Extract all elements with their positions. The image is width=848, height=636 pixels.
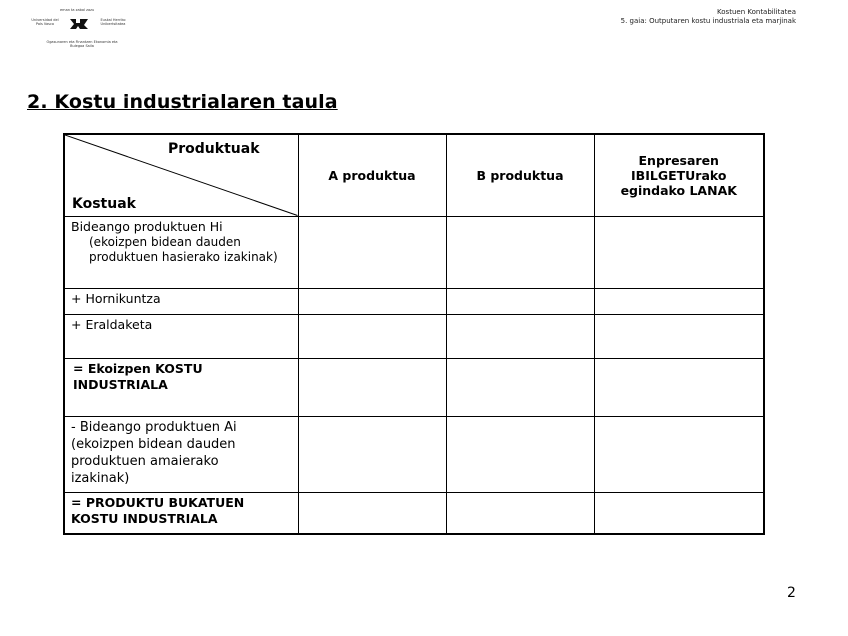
table-cell (594, 288, 764, 314)
table-cell (298, 216, 446, 288)
row-label: Bideango produktuen Hi (71, 218, 223, 234)
university-emblem-icon (68, 17, 90, 31)
row-label: = PRODUKTU BUKATUEN KOSTU INDUSTRIALA (64, 492, 298, 534)
table-cell (594, 358, 764, 416)
column-header-a: A produktua (298, 134, 446, 216)
row-label-cell (64, 216, 298, 288)
table-cell (298, 492, 446, 534)
table-cell (446, 416, 594, 492)
table-cell (594, 216, 764, 288)
page-number: 2 (787, 585, 796, 601)
table-row (64, 492, 764, 534)
table-cell (446, 314, 594, 358)
cost-table (63, 133, 765, 535)
row-label: = Ekoizpen KOSTU INDUSTRIALA (64, 358, 298, 416)
logo-text-right: Euskal Herriko Unibertsitatea (100, 18, 126, 26)
table-header-row (64, 134, 764, 216)
table-cell (298, 416, 446, 492)
table-cell (446, 358, 594, 416)
table-cell (298, 288, 446, 314)
row-sublabel: (ekoizpen bidean dauden produktuen hasierako izakinak) (89, 234, 278, 264)
table-cell (446, 288, 594, 314)
logo-text-left: Universidad del País Vasco (31, 18, 59, 26)
table-row (64, 314, 764, 358)
table-cell (298, 314, 446, 358)
course-name: Kostuen Kontabilitatea (717, 8, 796, 16)
section-title: 2. Kostu industrialaren taula (27, 91, 338, 113)
logo-motto: eman ta zabal zazu (60, 8, 95, 12)
table-row (64, 416, 764, 492)
university-logo (30, 8, 130, 52)
running-header (621, 8, 796, 26)
table-cell (298, 358, 446, 416)
row-label: + Hornikuntza (64, 288, 298, 314)
corner-costs-label: Kostuak (72, 195, 136, 212)
table-cell (446, 492, 594, 534)
corner-products-label: Produktuak (168, 141, 260, 157)
corner-cell (64, 134, 298, 216)
row-label: + Eraldaketa (64, 314, 298, 358)
row-label: - Bideango produktuen Ai (ekoizpen bidean dauden produktuen amaierako izakinak) (64, 416, 298, 492)
table-cell (594, 416, 764, 492)
column-header-b: B produktua (446, 134, 594, 216)
table-cell (594, 314, 764, 358)
table-row (64, 216, 764, 288)
chapter-name: 5. gaia: Outputaren kostu industriala eta marjinak (620, 17, 796, 25)
table-cell (594, 492, 764, 534)
table-row (64, 358, 764, 416)
column-header-works: Enpresaren IBILGETUrako egindako LANAK (594, 134, 764, 216)
logo-text-bottom: Ogasunaren eta Finantzen Ekonomia eta Bulegoa Saila (46, 40, 118, 48)
table-row (64, 288, 764, 314)
table-cell (446, 216, 594, 288)
